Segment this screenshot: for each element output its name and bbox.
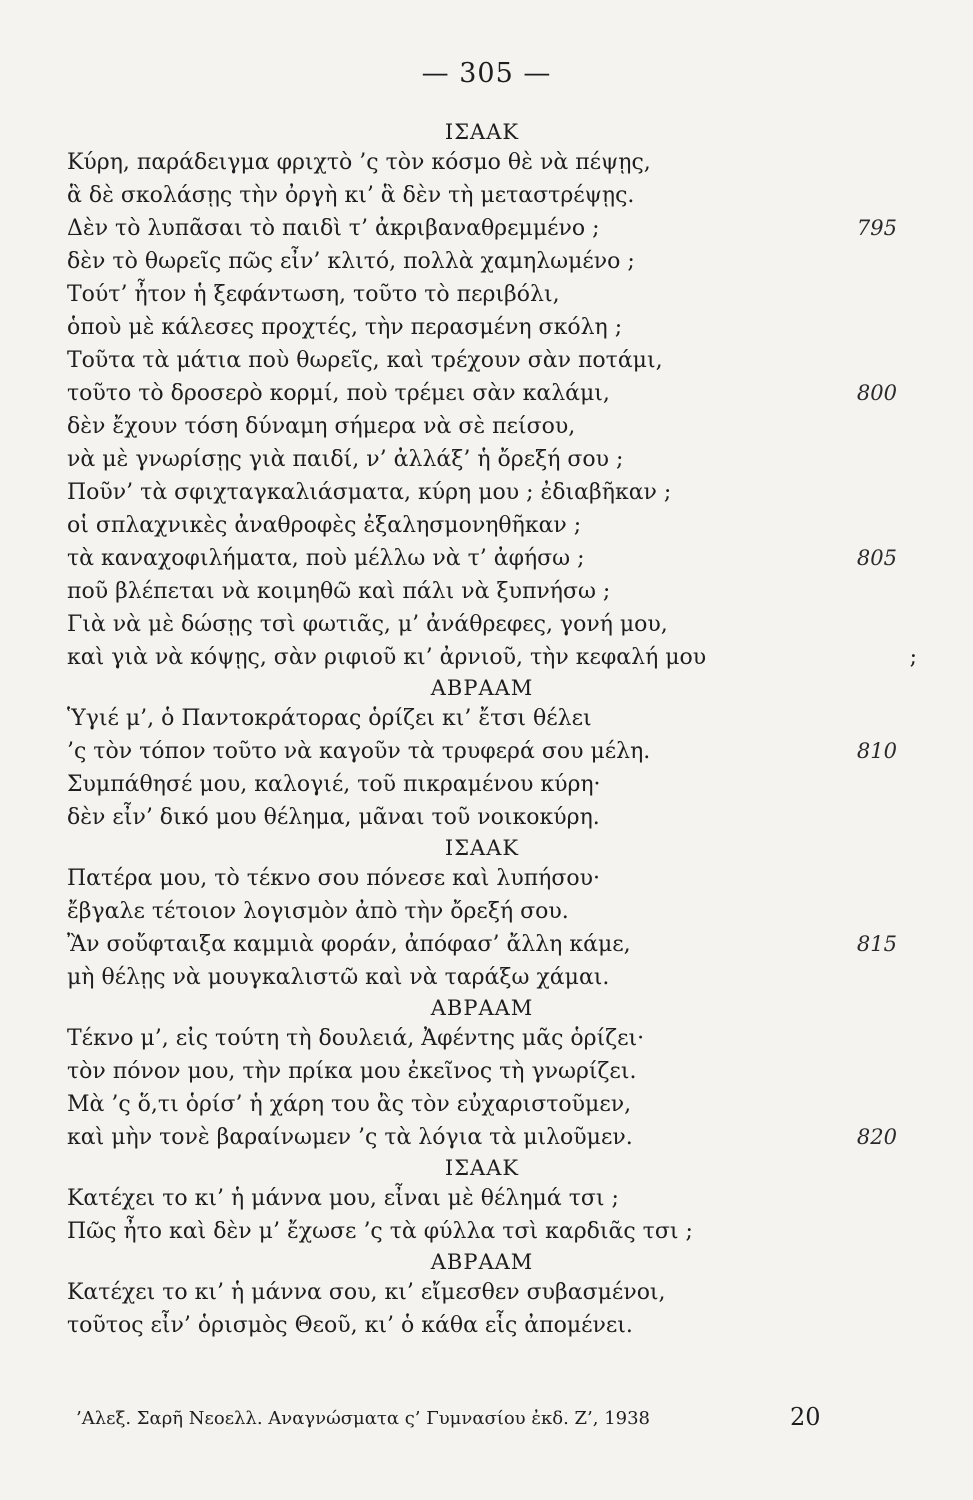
verse-line (67, 146, 897, 179)
verse-line (67, 1121, 897, 1154)
verse-text: Ἂν σοὔφταιξα καμμιὰ φοράν, ἀπόφασ’ ἄλλη κάμε, (67, 932, 631, 957)
verse-line (67, 344, 897, 377)
line-number: 810 (856, 739, 897, 763)
verse-line (67, 702, 897, 735)
verse-text: τὸν πόνον μου, τὴν πρίκα μου ἐκεῖνος τὴ γνωρίζει. (67, 1059, 637, 1084)
verse-text: Κατέχει το κι’ ἡ μάννα μου, εἶναι μὲ θέλημά τσι ; (67, 1186, 619, 1211)
verse-line (67, 1022, 897, 1055)
verse-text: ποῦ βλέπεται νὰ κοιμηθῶ καὶ πάλι νὰ ξυπνήσω ; (67, 579, 611, 604)
verse-text: νὰ μὲ γνωρίσῃς γιὰ παιδί, ν’ ἀλλάξ’ ἡ ὄρεξή σου ; (67, 447, 624, 472)
speaker-name: ΑΒΡΑΑΜ (430, 996, 534, 1020)
verse-line (67, 768, 897, 801)
verse-line (67, 476, 897, 509)
verse-line (67, 928, 897, 961)
verse-line (67, 575, 897, 608)
page-number: — 305 — (421, 58, 552, 89)
verse-line (67, 1182, 897, 1215)
verse-text: Δὲν τὸ λυπᾶσαι τὸ παιδὶ τ’ ἀκριβαναθρεμμένο ; (67, 216, 600, 241)
verse-line (67, 961, 897, 994)
speaker-name: ΙΣΑΑΚ (444, 836, 520, 860)
verse-line (67, 179, 897, 212)
verse-text: ἔβγαλε τέτοιον λογισμὸν ἀπὸ τὴν ὄρεξή σου. (67, 899, 569, 924)
poem-text (67, 118, 917, 1342)
verse-text: μὴ θέλῃς νὰ μουγκαλιστῶ καὶ νὰ ταράξω χάμαι. (67, 965, 610, 990)
verse-text: δὲν τὸ θωρεῖς πῶς εἶν’ κλιτό, πολλὰ χαμηλωμένο ; (67, 249, 635, 274)
verse-text: Μὰ ’ς ὅ,τι ὁρίσ’ ἡ χάρη του ἂς τὸν εὐχαριστοῦμεν, (67, 1092, 632, 1117)
verse-line (67, 1276, 897, 1309)
verse-text: δὲν ἔχουν τόση δύναμη σήμερα νὰ σὲ πείσου, (67, 414, 576, 439)
verse-line (67, 1309, 897, 1342)
verse-line (67, 311, 897, 344)
verse-text: Ὑγιέ μ’, ὁ Παντοκράτορας ὁρίζει κι’ ἔτσι θέλει (67, 706, 592, 731)
line-end-punctuation: ; (909, 645, 917, 670)
verse-line (67, 801, 897, 834)
verse-text: δὲν εἶν’ δικό μου θέλημα, μᾶναι τοῦ νοικοκύρη. (67, 805, 600, 830)
verse-line (67, 1055, 897, 1088)
verse-line (67, 608, 897, 641)
verse-line (67, 245, 897, 278)
verse-line (67, 542, 897, 575)
footer-citation: ’Αλεξ. Σαρῆ Νεοελλ. Αναγνώσματα ς’ Γυμνασίου ἐκδ. Ζ’, 1938 (76, 1408, 650, 1429)
verse-text: καὶ γιὰ νὰ κόψῃς, σὰν ριφιοῦ κι’ ἀρνιοῦ, τὴν κεφαλή μου (67, 645, 707, 670)
verse-text: οἱ σπλαχνικὲς ἀναθροφὲς ἐξαλησμονηθῆκαν ; (67, 513, 582, 538)
verse-line (67, 212, 897, 245)
verse-text: τοῦτος εἶν’ ὁρισμὸς Θεοῦ, κι’ ὁ κάθα εἷς ἀπομένει. (67, 1313, 633, 1338)
verse-line (67, 509, 897, 542)
verse-text: καὶ μὴν τονὲ βαραίνωμεν ’ς τὰ λόγια τὰ μιλοῦμεν. (67, 1125, 633, 1150)
line-number: 820 (856, 1125, 897, 1149)
verse-text: ἃ δὲ σκολάσῃς τὴν ὀργὴ κι’ ἃ δὲν τὴ μεταστρέψῃς. (67, 183, 635, 208)
verse-line (67, 377, 897, 410)
verse-text: ’ς τὸν τόπον τοῦτο νὰ καγοῦν τὰ τρυφερά σου μέλη. (67, 739, 651, 764)
verse-text: Τούτ’ ἦτον ἡ ξεφάντωση, τοῦτο τὸ περιβόλι, (67, 282, 560, 307)
line-number: 805 (856, 546, 897, 570)
sheet-number: 20 (790, 1403, 821, 1431)
line-number: 795 (856, 216, 897, 240)
verse-text: Πῶς ἦτο καὶ δὲν μ’ ἔχωσε ’ς τὰ φύλλα τσὶ καρδιᾶς τσι ; (67, 1219, 693, 1244)
verse-line (67, 895, 897, 928)
verse-text: Κατέχει το κι’ ἡ μάννα σου, κι’ εἴμεσθεν συβασμένοι, (67, 1280, 666, 1305)
speaker-name: ΑΒΡΑΑΜ (430, 1250, 534, 1274)
verse-text: Ποῦν’ τὰ σφιχταγκαλιάσματα, κύρη μου ; ἐδιαβῆκαν ; (67, 480, 672, 505)
verse-text: Συμπάθησέ μου, καλογιέ, τοῦ πικραμένου κύρη· (67, 772, 601, 797)
verse-text: τὰ καναχοφιλήματα, ποὺ μέλλω νὰ τ’ ἀφήσω ; (67, 546, 585, 571)
verse-line (67, 443, 897, 476)
verse-line (67, 410, 897, 443)
verse-text: Τέκνο μ’, εἰς τούτη τὴ δουλειά, Ἀφέντης μᾶς ὁρίζει· (67, 1026, 645, 1051)
line-number: 800 (856, 381, 897, 405)
speaker-name: ΙΣΑΑΚ (444, 120, 520, 144)
verse-text: Γιὰ νὰ μὲ δώσῃς τσὶ φωτιᾶς, μ’ ἀνάθρεφες, γονή μου, (67, 612, 668, 637)
line-number: 815 (856, 932, 897, 956)
verse-line (67, 278, 897, 311)
verse-line (67, 1088, 897, 1121)
verse-text: τοῦτο τὸ δροσερὸ κορμί, ποὺ τρέμει σὰν καλάμι, (67, 381, 610, 406)
verse-line (67, 641, 917, 674)
speaker-name: ΑΒΡΑΑΜ (430, 676, 534, 700)
verse-text: ὁποὺ μὲ κάλεσες προχτές, τὴν περασμένη σκόλη ; (67, 315, 623, 340)
verse-line (67, 735, 897, 768)
verse-line (67, 1215, 897, 1248)
verse-line (67, 862, 897, 895)
verse-text: Πατέρα μου, τὸ τέκνο σου πόνεσε καὶ λυπήσου· (67, 866, 600, 891)
speaker-name: ΙΣΑΑΚ (444, 1156, 520, 1180)
verse-text: Τοῦτα τὰ μάτια ποὺ θωρεῖς, καὶ τρέχουν σὰν ποτάμι, (67, 348, 663, 373)
verse-text: Κύρη, παράδειγμα φριχτὸ ’ς τὸν κόσμο θὲ νὰ πέψῃς, (67, 150, 651, 175)
